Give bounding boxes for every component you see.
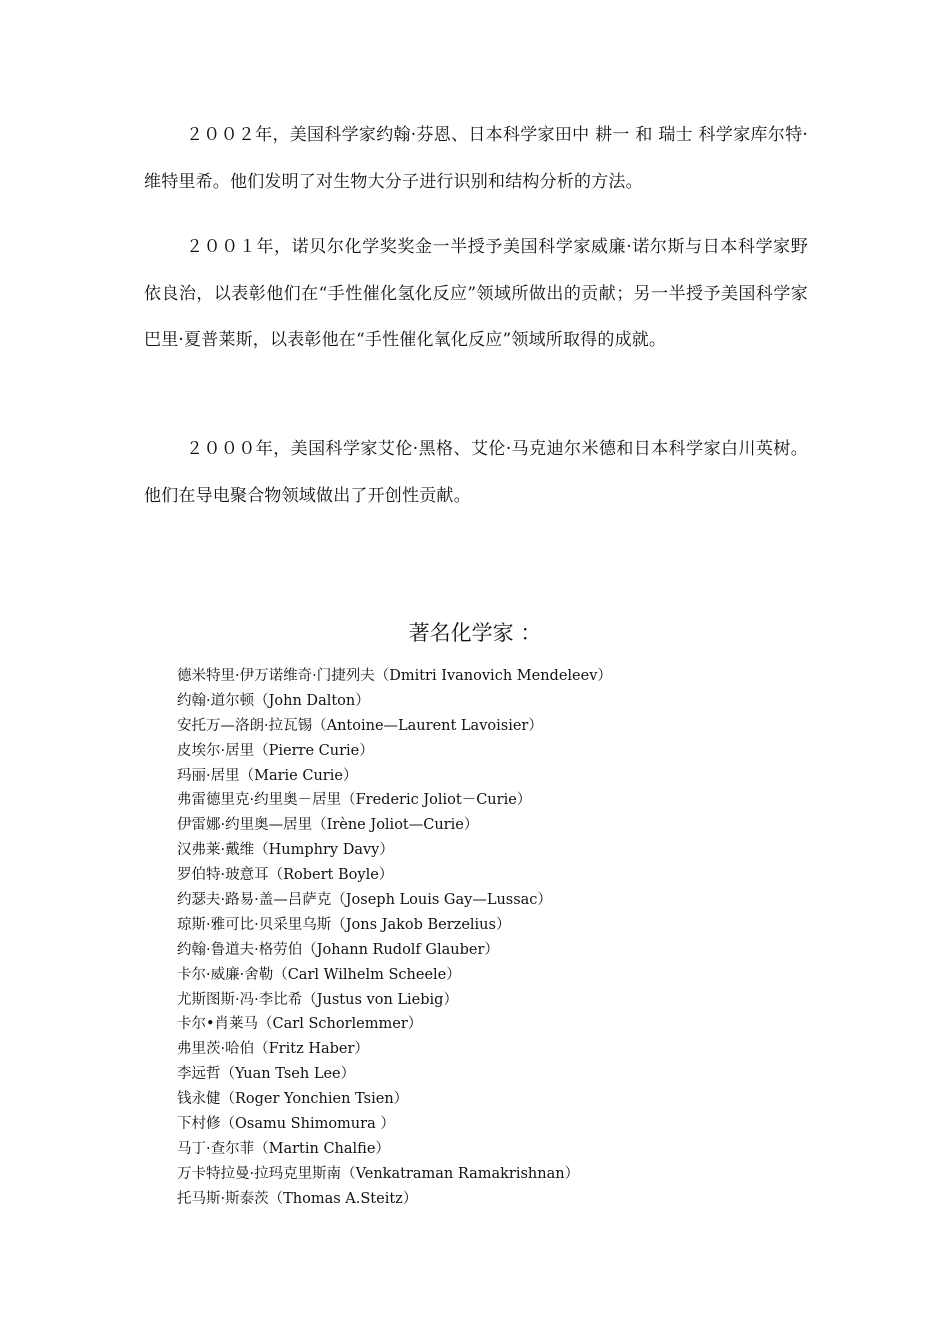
paragraph-2002: ２００２年，美国科学家约翰·芬恩、日本科学家田中 耕一 和 瑞士 科学家库尔特·维特里希。他们发明了对生物大分子进行识别和结构分析的方法。 <box>144 125 808 192</box>
section-heading: 著名化学家 ： <box>408 621 542 645</box>
list-item: 马丁·查尔菲（Martin Chalfie） <box>177 1140 390 1157</box>
list-item: 玛丽·居里（Marie Curie） <box>177 767 358 784</box>
list-item: 钱永健（Roger Yonchien Tsien） <box>177 1091 409 1108</box>
list-item: 万卡特拉曼·拉玛克里斯南（Venkatraman Ramakrishnan） <box>177 1165 580 1182</box>
list-item: 卡尔•肖莱马（Carl Schorlemmer） <box>177 1016 423 1033</box>
list-item: 李远哲（Yuan Tseh Lee） <box>177 1066 356 1083</box>
paragraph-2000: ２０００年，美国科学家艾伦·黑格、艾伦·马克迪尔米德和日本科学家白川英树。他们在导电聚合物领域做出了开创性贡献。 <box>144 439 808 506</box>
list-item: 约翰·鲁道夫·格劳伯（Johann Rudolf Glauber） <box>177 941 499 958</box>
list-item: 德米特里·伊万诺维奇·门捷列夫（Dmitri Ivanovich Mendeleev） <box>177 668 612 684</box>
chemist-list <box>177 664 897 1212</box>
list-item: 弗雷德里克·约里奥－居里（Frederic Joliot－Curie） <box>177 792 532 809</box>
list-item: 伊雷娜·约里奥—居里（Irène Joliot—Curie） <box>177 817 479 834</box>
list-item: 汉弗莱·戴维（Humphry Davy） <box>177 842 394 859</box>
list-item: 弗里茨·哈伯（Fritz Haber） <box>177 1041 369 1058</box>
paragraph-2001: ２００１年，诺贝尔化学奖奖金一半授予美国科学家威廉·诺尔斯与日本科学家野依良治，以表彰他们在“手性催化氢化反应”领域所做出的贡献；另一半授予美国科学家巴里·夏普莱斯，以表彰他在“手性催化氧化反应”领域所取得的成就。 <box>144 237 808 350</box>
list-item: 罗伯特·玻意耳（Robert Boyle） <box>177 867 394 884</box>
list-item: 下村修（Osamu Shimomura ） <box>177 1116 395 1133</box>
list-item: 尤斯图斯·冯·李比希（Justus von Liebig） <box>177 991 458 1008</box>
list-item: 约瑟夫·路易·盖—吕萨克（Joseph Louis Gay—Lussac） <box>177 892 552 909</box>
list-item: 卡尔·威廉·舍勒（Carl Wilhelm Scheele） <box>177 966 461 983</box>
list-item: 约翰·道尔顿（John Dalton） <box>177 692 370 709</box>
list-item: 托马斯·斯泰茨（Thomas A.Steitz） <box>177 1190 418 1207</box>
list-item: 安托万—洛朗·拉瓦锡（Antoine—Laurent Lavoisier） <box>177 717 543 734</box>
list-item: 琼斯·雅可比·贝采里乌斯（Jons Jakob Berzelius） <box>177 916 511 933</box>
list-item: 皮埃尔·居里（Pierre Curie） <box>177 742 374 759</box>
